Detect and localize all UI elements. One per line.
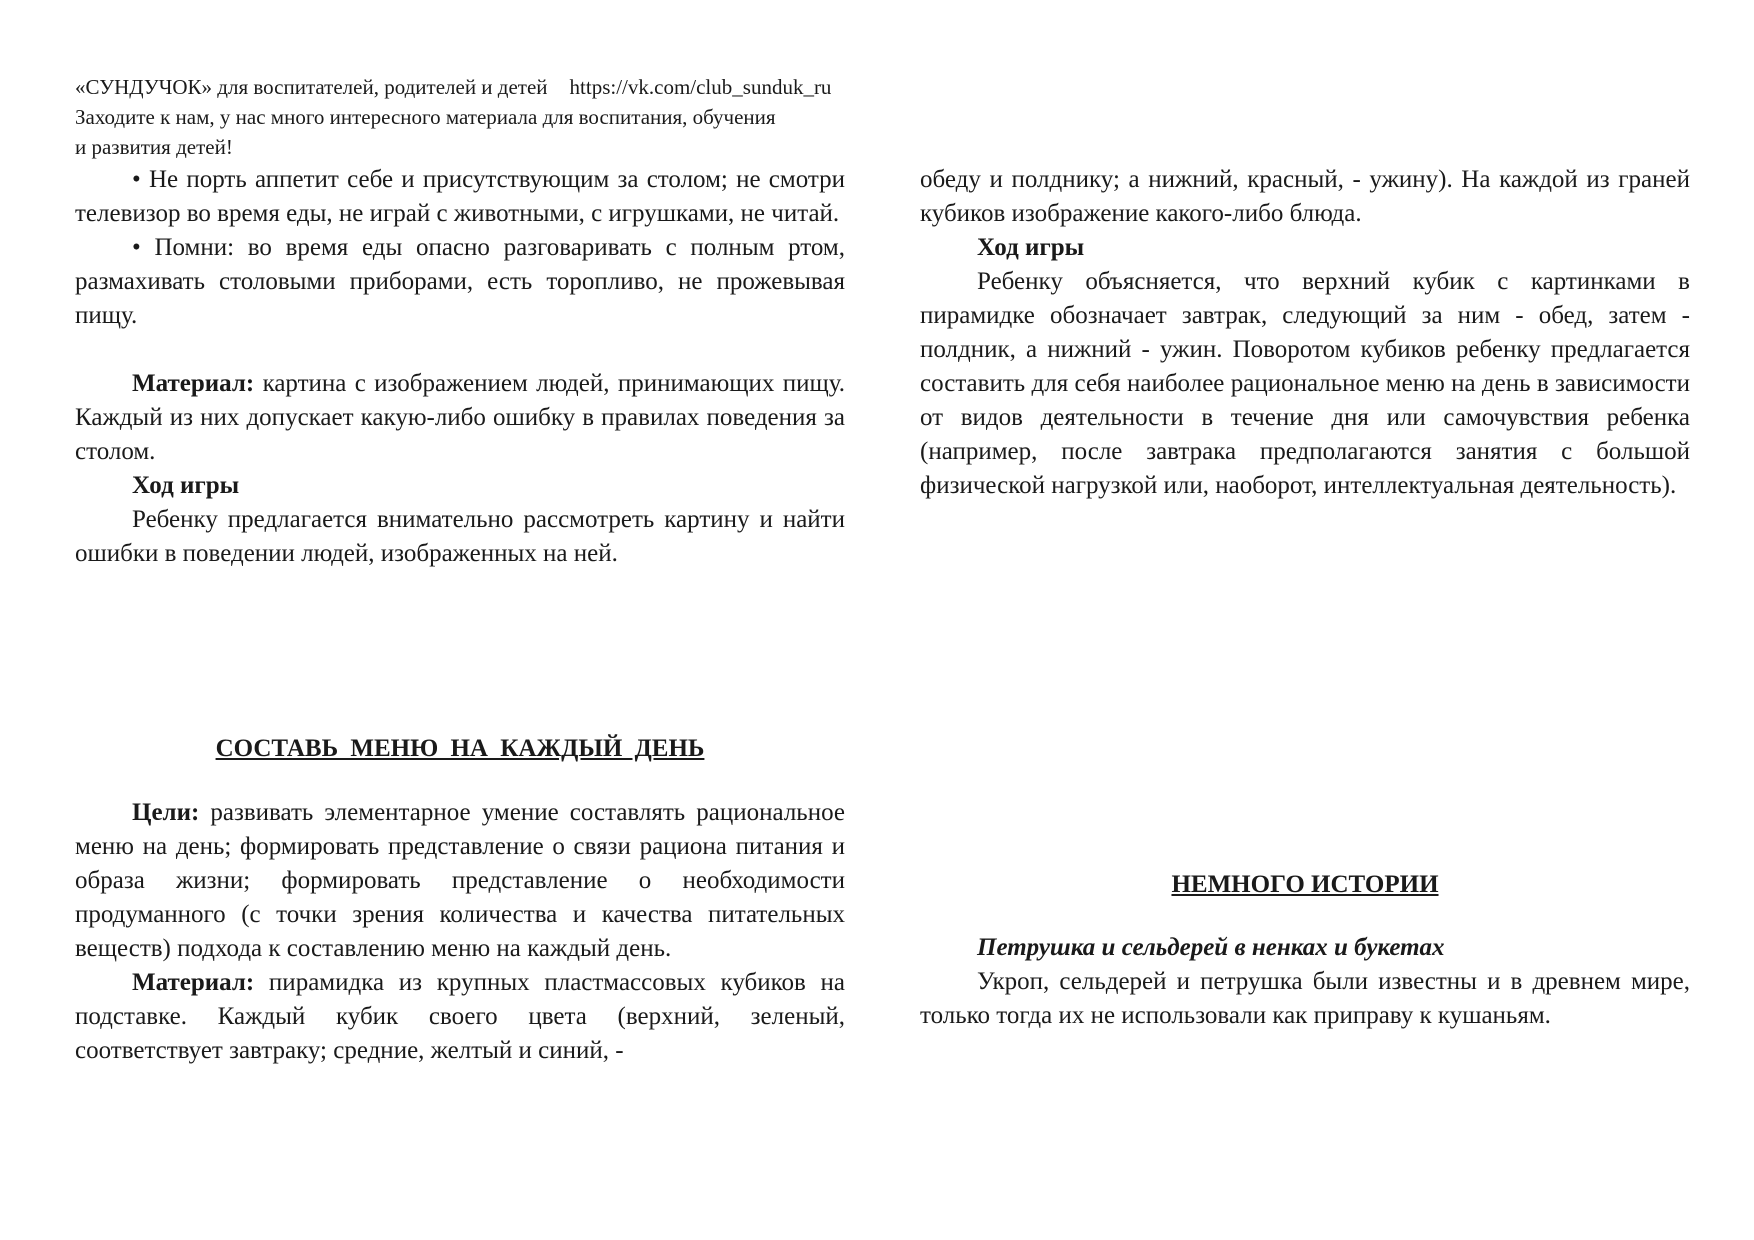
- section-title-menu: СОСТАВЬ МЕНЮ НА КАЖДЫЙ ДЕНЬ: [215, 735, 705, 762]
- material-label: Материал:: [132, 370, 255, 397]
- rule-paragraph-2: • Помни: во время еды опасно разговаривать с полным ртом, размахивать столовыми приборами, есть торопливо, не прожевывая пищу.: [75, 234, 845, 329]
- history-subtitle: Петрушка и сельдерей в ненках и букетах: [977, 934, 1445, 961]
- menu-section: [75, 796, 845, 1068]
- game-heading: Ход игры: [132, 472, 240, 499]
- goals-text: развивать элементарное умение составлять рациональное меню на день; формировать представление о связи рациона питания и образа жизни; формировать представление о необходимости продуманного (с точки зрения количества и качества питательных веществ) подхода к составлению меню на каждый день.: [75, 799, 845, 962]
- right-column: [920, 163, 1690, 503]
- header-url[interactable]: https://vk.com/club_sunduk_ru: [569, 75, 832, 99]
- goals-paragraph: [75, 796, 845, 966]
- right-game-paragraph: Ребенку объясняется, что верхний кубик с картинками в пирамидке обозначает завтрак, следующий за ним - обед, затем - полдник, а нижний - ужин. Поворотом кубиков ребенку предлагается составить для себя наиболее рациональное меню на день в зависимости от видов деятельности в течение дня или самочувствия ребенка (например, после завтрака предполагаются занятия с большой физической нагрузкой или, наоборот, интеллектуальная деятельность).: [920, 268, 1690, 499]
- menu-material-label: Материал:: [132, 969, 255, 996]
- page-header: [75, 72, 1005, 162]
- section-title-history: НЕМНОГО ИСТОРИИ: [1171, 871, 1439, 898]
- continuation-paragraph: обеду и полднику; а нижний, красный, - ужину). На каждой из граней кубиков изображение какого-либо блюда.: [920, 166, 1690, 227]
- rule-paragraph-1: • Не порть аппетит себе и присутствующим за столом; не смотри телевизор во время еды, не играй с животными, с игрушками, не читай.: [75, 166, 845, 227]
- history-paragraph: Укроп, сельдерей и петрушка были известны и в древнем мире, только тогда их не использовали как приправу к кушаньям.: [920, 968, 1690, 1029]
- left-column: [75, 163, 845, 571]
- header-line-2: Заходите к нам, у нас много интересного материала для воспитания, обучения: [75, 105, 776, 129]
- game-paragraph: Ребенку предлагается внимательно рассмотреть картину и найти ошибки в поведении людей, изображенных на ней.: [75, 506, 845, 567]
- header-title: «СУНДУЧОК» для воспитателей, родителей и детей: [75, 75, 548, 99]
- goals-label: Цели:: [132, 799, 200, 826]
- right-game-heading: Ход игры: [977, 234, 1085, 261]
- menu-material-text: пирамидка из крупных пластмассовых кубиков на подставке. Каждый кубик своего цвета (верхний, зеленый, соответствует завтраку; средние, желтый и синий, -: [75, 969, 845, 1064]
- menu-material-paragraph: [75, 966, 845, 1068]
- header-line-1: [75, 72, 1005, 102]
- material-text: картина с изображением людей, принимающих пищу. Каждый из них допускает какую-либо ошибку в правилах поведения за столом.: [75, 370, 845, 465]
- history-section: [920, 931, 1690, 1033]
- material-paragraph: [75, 367, 845, 469]
- header-line-3: и развития детей!: [75, 135, 233, 159]
